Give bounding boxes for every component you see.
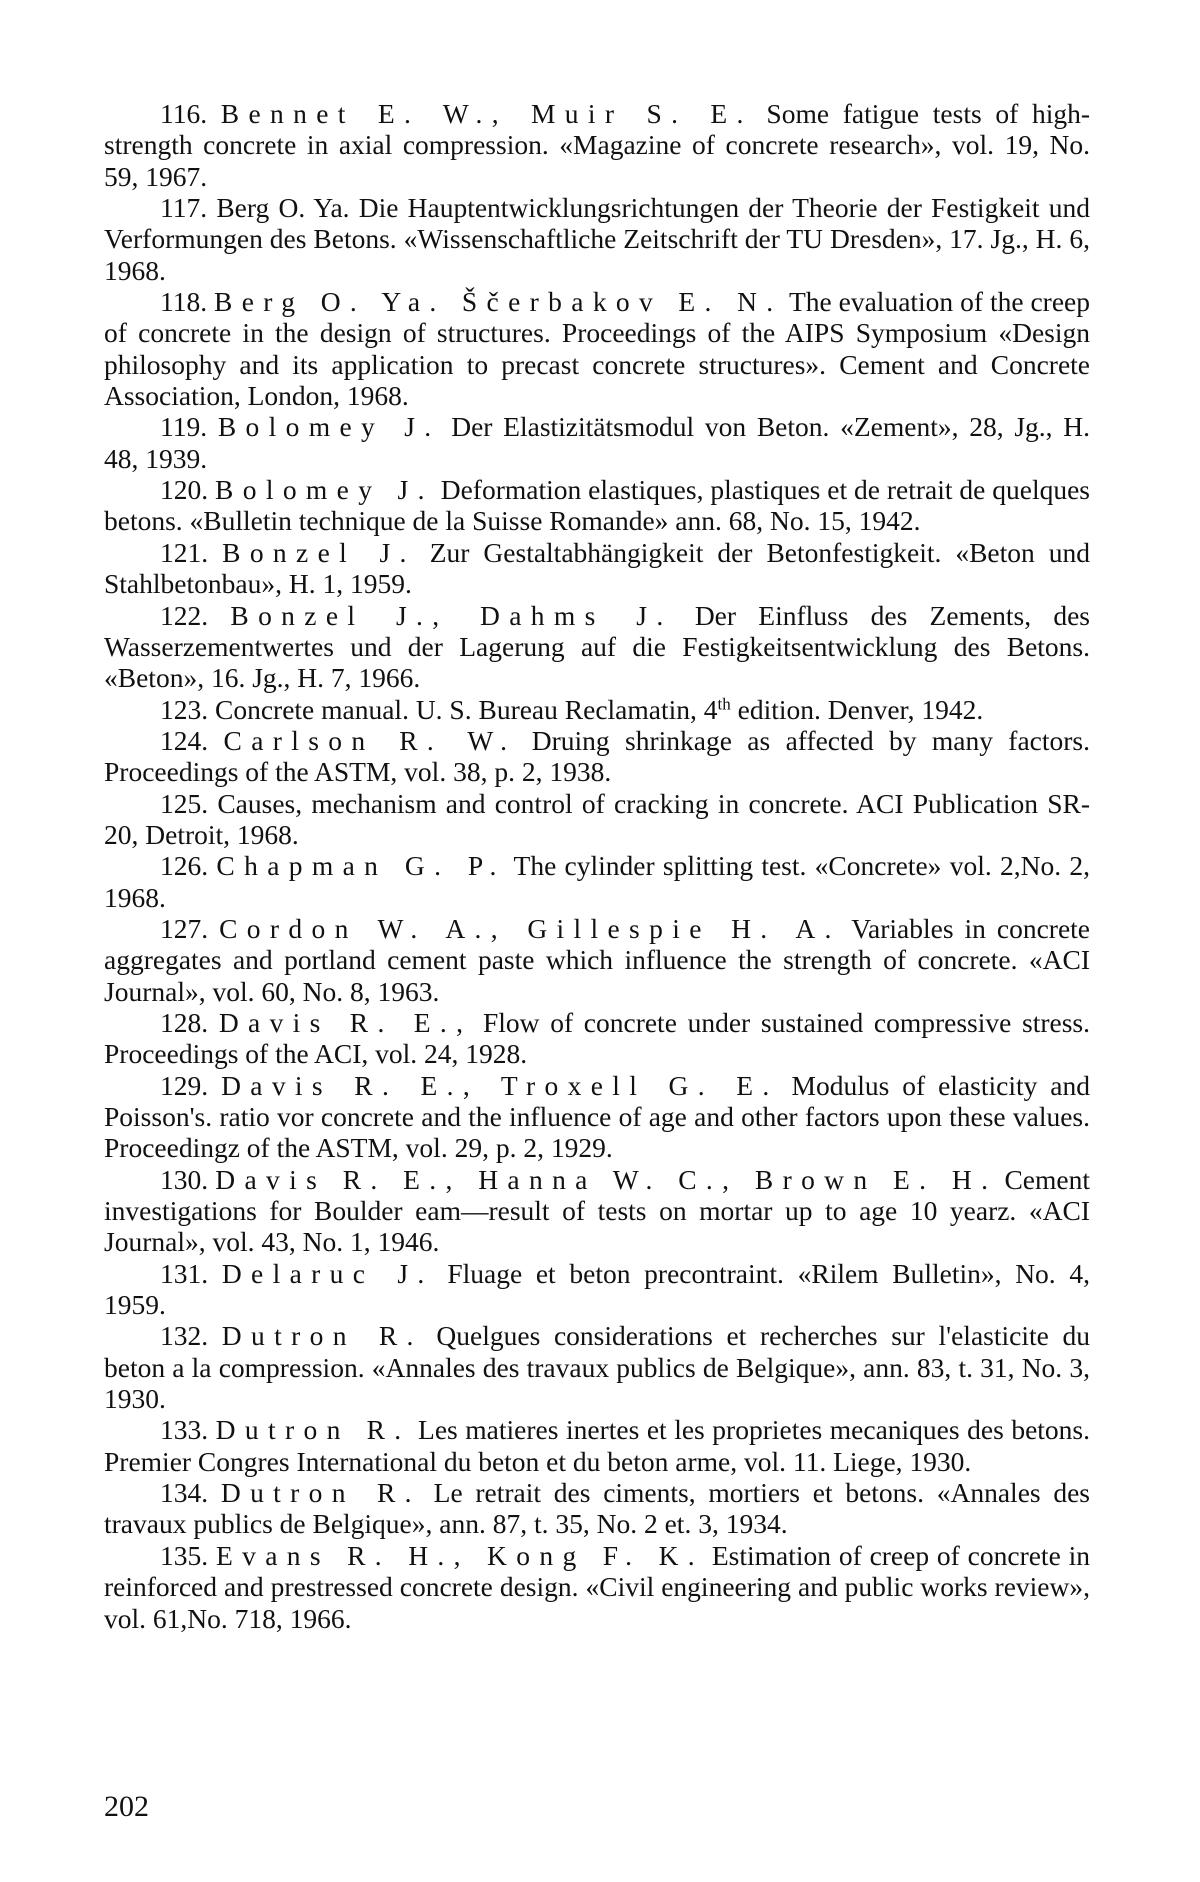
reference-number: 133. — [160, 1414, 209, 1446]
reference-number: 126. — [160, 850, 209, 882]
reference-authors: Davis R. E., — [218, 1006, 473, 1038]
reference-number: 120. — [160, 474, 209, 506]
reference-text: Cement investigations for Boulder eam—result of tests on mortar up to age 10 yearz. «ACI Journal», vol. 43, No. 1, 1946. — [104, 1163, 1090, 1258]
reference-authors: Davis R. E., Troxell G. E. — [221, 1069, 779, 1101]
reference-authors: Carlson R. W. — [223, 724, 517, 756]
reference-authors: Evans R. H., Kong F. K. — [215, 1539, 705, 1571]
reference-entry — [104, 411, 1090, 474]
reference-entry — [104, 1320, 1090, 1414]
reference-text: Les matieres inertes et les proprietes mecaniques des betons. Premier Congres International du beton et du beton arme, vol. 11. Liege, 1930. — [104, 1414, 1091, 1477]
reference-entry — [104, 1540, 1090, 1634]
reference-entry — [104, 725, 1090, 788]
reference-text: Modulus of elasticity and Poisson's. ratio vor concrete and the influence of age and other factors upon these values. Proceedingz of the ASTM, vol. 29, p. 2, 1929. — [104, 1069, 1090, 1164]
reference-text: Variables in concrete aggregates and portland cement paste which influence the strength of concrete. «ACI Journal», vol. 60, No. 8, 1963. — [104, 912, 1090, 1007]
reference-text: Concrete manual. U. S. Bureau Reclamatin, 4 — [215, 693, 718, 725]
reference-entry — [104, 192, 1090, 286]
reference-number: 129. — [160, 1069, 209, 1101]
reference-text: The evaluation of the creep of concrete in the design of structures. Proceedings of the AIPS Symposium «Design philosophy and its application to precast concrete structures». Cement and Concrete Association, London, 1968. — [104, 286, 1091, 412]
reference-number: 132. — [160, 1320, 209, 1352]
reference-entry — [104, 98, 1090, 192]
reference-text: Berg O. Ya. Die Hauptentwicklungsrichtungen der Theorie der Festigkeit und Verformungen des Betons. «Wissenschaftliche Zeitschrift der TU Dresden», 17. Jg., H. 6, 1968. — [104, 192, 1091, 286]
reference-entry — [104, 788, 1090, 851]
reference-text: Le retrait des ciments, mortiers et betons. «Annales des travaux publics de Belgique», ann. 87, t. 35, No. 2 et. 3, 1934. — [104, 1477, 1091, 1540]
reference-entry — [104, 850, 1090, 913]
reference-text: Fluage et beton precontraint. «Rilem Bulletin», No. 4, 1959. — [104, 1257, 1090, 1321]
reference-text: Causes, mechanism and control of cracking in concrete. ACI Publication SR-20, Detroit, 1968. — [104, 787, 1090, 850]
page-number: 202 — [104, 1790, 149, 1823]
reference-authors: Dutron R. — [221, 1320, 423, 1352]
reference-number: 122. — [160, 599, 209, 631]
reference-entry — [104, 1477, 1090, 1540]
reference-number: 117. — [160, 192, 208, 224]
reference-entry — [104, 694, 1090, 725]
reference-authors: Bonzel J., Dahms J. — [230, 599, 673, 631]
reference-entry — [104, 537, 1090, 600]
reference-text: Quelgues considerations et recherches sur l'elasticite du beton a la compression. «Annales des travaux publics de Belgique», ann. 83, t. 31, No. 3, 1930. — [104, 1320, 1090, 1415]
reference-number: 125. — [160, 787, 209, 819]
reference-authors: Bolomey J. — [215, 474, 434, 506]
superscript-suffix: th — [717, 694, 731, 714]
reference-authors: Dutron R. — [220, 1477, 421, 1509]
reference-list — [104, 98, 1090, 1634]
reference-entry — [104, 1414, 1090, 1477]
reference-text: Deformation elastiques, plastiques et de retrait de quelques betons. «Bulletin technique de la Suisse Romande» ann. 68, No. 15, 1942. — [104, 474, 1091, 537]
reference-text: Der Elastizitätsmodul von Beton. «Zement», 28, Jg., H. 48, 1939. — [104, 411, 1091, 474]
reference-authors: Bolomey J. — [217, 411, 441, 443]
reference-text: Flow of concrete under sustained compressive stress. Proceedings of the ACI, vol. 24, 1928. — [104, 1006, 1091, 1070]
reference-entry — [104, 913, 1090, 1007]
reference-entry — [104, 1070, 1090, 1164]
reference-entry — [104, 1164, 1090, 1258]
reference-authors: Dutron R. — [215, 1414, 411, 1446]
reference-entry — [104, 474, 1090, 537]
reference-number: 128. — [160, 1006, 209, 1038]
reference-text: Druing shrinkage as affected by many factors. Proceedings of the ASTM, vol. 38, p. 2, 1938. — [104, 724, 1091, 788]
reference-entry — [104, 1258, 1090, 1321]
reference-authors: Delaruc J. — [221, 1257, 434, 1289]
reference-number: 121. — [160, 536, 209, 568]
reference-text-continued: edition. Denver, 1942. — [730, 693, 984, 725]
reference-text: The cylinder splitting test. «Concrete» vol. 2,No. 2, 1968. — [104, 850, 1090, 913]
reference-number: 131. — [160, 1257, 209, 1289]
reference-text: Zur Gestaltabhängigkeit der Betonfestigkeit. «Beton und Stahlbetonbau», H. 1, 1959. — [104, 536, 1091, 600]
reference-number: 119. — [160, 411, 208, 443]
reference-number: 130. — [160, 1163, 209, 1195]
reference-number: 135. — [160, 1539, 209, 1571]
reference-number: 134. — [160, 1477, 209, 1509]
reference-authors: Chapman G. P. — [216, 850, 506, 882]
reference-entry — [104, 1007, 1090, 1070]
reference-authors: Davis R. E., Hanna W. C., Brown E. H. — [215, 1163, 998, 1195]
reference-text: Estimation of creep of concrete in reinforced and prestressed concrete design. «Civil engineering and public works review», vol. 61,No. 718, 1966. — [104, 1539, 1091, 1634]
reference-authors: Berg O. Ya. Ščerbakov E. N. — [214, 286, 783, 318]
reference-number: 116. — [160, 98, 208, 129]
reference-number: 124. — [160, 724, 209, 756]
reference-text: Der Einfluss des Zements, des Wasserzementwertes und der Lagerung auf die Festigkeitsentwicklung des Betons. «Beton», 16. Jg., H. 7, 1966. — [104, 599, 1091, 694]
reference-entry — [104, 286, 1090, 411]
reference-number: 127. — [160, 912, 209, 944]
reference-number: 123. — [160, 693, 209, 725]
reference-authors: Bennet E. W., Muir S. E. — [220, 98, 753, 129]
reference-entry — [104, 600, 1090, 694]
reference-authors: Cordon W. A., Gillespie H. A. — [219, 912, 841, 944]
reference-authors: Bonzel J. — [222, 536, 416, 568]
reference-text: Some fatigue tests of high-strength concrete in axial compression. «Magazine of concrete research», vol. 19, No. 59, 1967. — [104, 98, 1091, 192]
reference-number: 118. — [160, 286, 208, 318]
